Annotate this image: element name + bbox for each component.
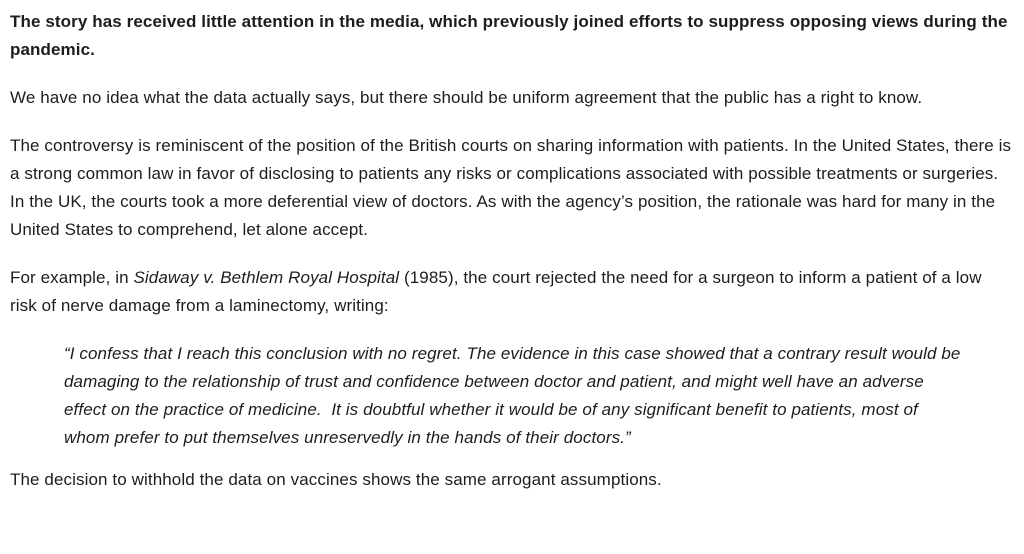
citation-suffix: (1985), the court rejected the need for a surgeon to inform a patient of a low risk of nerve damage from a laminectomy, writing: <box>10 268 982 315</box>
case-name: Sidaway v. Bethlem Royal Hospital <box>133 268 400 287</box>
paragraph-public-right-to-know: We have no idea what the data actually says, but there should be uniform agreement that the public has a right to know. <box>10 88 923 107</box>
citation-prefix: For example, in <box>10 268 134 287</box>
court-opinion-quote: “I confess that I reach this conclusion with no regret. The evidence in this case showed that a contrary result would be damaging to the relationship of trust and confidence between doctor and patient, and might well have an adverse effect on the practice of medicine. It is doubtful whether it would be of any significant benefit to patients, most of whom prefer to put themselves unreservedly in the hands of their doctors.” <box>64 344 966 447</box>
lede-paragraph: The story has received little attention in the media, which previously joined efforts to suppress opposing views during the pandemic. <box>10 12 1008 59</box>
paragraph-case-citation <box>10 264 1012 320</box>
closing-paragraph: The decision to withhold the data on vaccines shows the same arrogant assumptions. <box>10 470 662 489</box>
paragraph-british-courts: The controversy is reminiscent of the position of the British courts on sharing information with patients. In the United States, there is a strong common law in favor of disclosing to patients any risks or complications associated with possible treatments or surgeries. In the UK, the courts took a more deferential view of doctors. As with the agency’s position, the rationale was hard for many in the United States to comprehend, let alone accept. <box>10 136 1012 239</box>
